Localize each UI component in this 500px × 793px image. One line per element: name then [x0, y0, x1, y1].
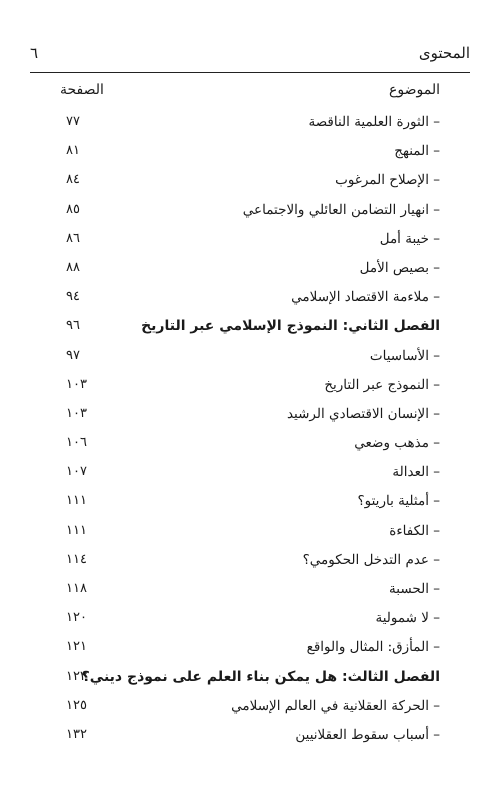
toc-entry-page: ١٢٥	[66, 697, 87, 713]
toc-entry-page: ٨١	[66, 143, 80, 159]
toc-entry	[30, 374, 470, 403]
toc-entry-title: – الحسبة	[389, 581, 440, 597]
toc-entry	[30, 578, 470, 607]
toc-entry-page: ١٠٣	[66, 376, 87, 392]
toc-entry-page: ٩٧	[66, 347, 80, 363]
toc-entry	[30, 490, 470, 519]
toc-entry	[30, 695, 470, 724]
toc-entry	[30, 228, 470, 257]
toc-entry	[30, 724, 470, 753]
toc-entry	[30, 345, 470, 374]
toc-entry-page: ١٢١	[66, 639, 87, 655]
toc-entry-page: ٩٦	[66, 318, 80, 334]
toc-entry-title: – الأساسيات	[369, 347, 440, 364]
toc-entry-page: ١٠٧	[66, 464, 87, 480]
toc-entry-page: ٧٧	[66, 114, 80, 129]
toc-entry-title: – خيبة أمل	[379, 230, 440, 247]
toc-entry-title: – الإنسان الاقتصادي الرشيد	[286, 405, 440, 422]
toc-chapter-heading	[30, 315, 470, 344]
toc-entry-page: ١٠٦	[66, 435, 87, 451]
toc-entry-title: – انهيار التضامن العائلي والاجتماعي	[242, 201, 440, 218]
page-header	[30, 32, 470, 73]
toc-entry	[30, 636, 470, 665]
toc-chapter-heading	[30, 666, 470, 695]
toc-entry-page: ١٠٣	[66, 405, 87, 421]
toc-entry-title: – النموذج عبر التاريخ	[324, 376, 440, 393]
toc-entry-title: الفصل الثاني: النموذج الإسلامي عبر التاريخ	[141, 318, 440, 335]
toc-column-headers	[30, 82, 470, 106]
toc-entry-page: ٨٨	[66, 259, 80, 275]
toc-entry	[30, 111, 470, 140]
toc-entry	[30, 257, 470, 286]
toc-entry-title: – العدالة	[392, 464, 440, 481]
toc-entry-page: ٨٤	[66, 172, 80, 188]
toc-entry	[30, 461, 470, 490]
toc-entry-title: – أمثلية باريتو؟	[357, 493, 440, 510]
toc-entry-title: – ملاءمة الاقتصاد الإسلامي	[291, 289, 440, 306]
toc-entry-page: ١١٤	[66, 551, 87, 567]
toc-entry-title: – الإصلاح المرغوب	[335, 172, 440, 189]
subject-column-header: الموضوع	[389, 82, 440, 98]
toc-entry	[30, 607, 470, 636]
toc-entry-title: – الكفاءة	[389, 522, 440, 539]
toc-entry-page: ١٢٠	[66, 610, 87, 626]
toc-entry-page: ١١٨	[66, 581, 87, 596]
toc-entry-page: ١٢٣	[66, 668, 87, 684]
page-number: ٦	[30, 44, 39, 62]
running-title: المحتوى	[418, 44, 470, 62]
toc-entry-page: ١١١	[66, 493, 87, 509]
toc-entry-title: – لا شمولية	[375, 610, 440, 627]
toc-entry	[30, 520, 470, 549]
toc-entry-page: ٩٤	[66, 289, 80, 305]
toc-entry-page: ٨٥	[66, 201, 80, 217]
page-column-header: الصفحة	[60, 82, 104, 98]
toc-entry-title: الفصل الثالث: هل يمكن بناء العلم على نموذج ديني؟	[81, 668, 440, 685]
toc-entry-title: – المنهج	[394, 143, 440, 160]
toc-entry	[30, 432, 470, 461]
toc-entry-title: – المأزق: المثال والواقع	[306, 639, 440, 656]
toc-entry-title: – الثورة العلمية الناقصة	[308, 114, 440, 130]
toc-entry-title: – أسباب سقوط العقلانيين	[295, 726, 440, 743]
toc-entry	[30, 199, 470, 228]
toc-entry-title: – الحركة العقلانية في العالم الإسلامي	[231, 697, 440, 714]
toc-entry	[30, 169, 470, 198]
toc-entry	[30, 286, 470, 315]
toc-entry-title: – عدم التدخل الحكومي؟	[302, 551, 440, 568]
toc-entry-page: ١٣٢	[66, 726, 87, 742]
toc-entry-page: ١١١	[66, 522, 87, 538]
toc-entry	[30, 140, 470, 169]
toc-entry-title: – بصيص الأمل	[359, 259, 440, 276]
toc-entry-page: ٨٦	[66, 230, 80, 246]
toc-entry-title: – مذهب وضعي	[354, 435, 440, 452]
table-of-contents	[30, 111, 470, 753]
toc-entry	[30, 549, 470, 578]
toc-entry	[30, 403, 470, 432]
